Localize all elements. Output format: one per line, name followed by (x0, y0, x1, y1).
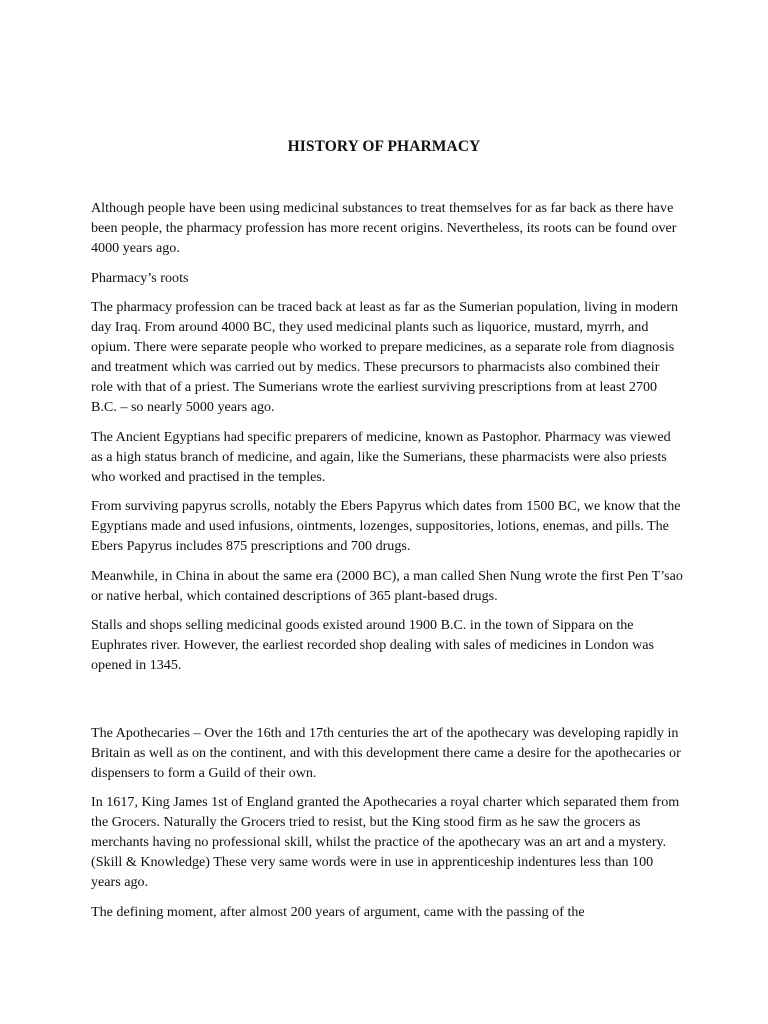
body-paragraph: From surviving papyrus scrolls, notably the Ebers Papyrus which dates from 1500 BC, we know that the Egyptians made and used infusions, ointments, lozenges, suppositories, lotions, enemas, and pills. The Ebers Papyrus includes 875 prescriptions and 700 drugs. (91, 498, 681, 554)
body-paragraph: The defining moment, after almost 200 years of argument, came with the passing of the (91, 903, 585, 920)
document-title: HISTORY OF PHARMACY (287, 138, 481, 155)
body-paragraph: The pharmacy profession can be traced back at least as far as the Sumerian population, living in modern day Iraq. From around 4000 BC, they used medicinal plants such as liquorice, mustard, myrrh, and opium. There were separate people who worked to prepare medicines, as a separate role from diagnosis and treatment which was carried out by medics. These precursors to pharmacists also combined their role with that of a priest. The Sumerians wrote the earliest surviving prescriptions from at least 2700 B.C. – so nearly 5000 years ago. (91, 299, 679, 415)
body-paragraph: The Ancient Egyptians had specific preparers of medicine, known as Pastophor. Pharmacy was viewed as a high status branch of medicine, and again, like the Sumerians, these pharmacists were also priests who worked and practised in the temples. (91, 428, 671, 485)
paragraph-gap (91, 685, 683, 723)
body-paragraph: The Apothecaries – Over the 16th and 17th centuries the art of the apothecary was developing rapidly in Britain as well as on the continent, and with this development there came a desire for the apothecaries or dispensers to form a Guild of their own. (91, 724, 681, 781)
section-subheading: Pharmacy’s roots (91, 269, 189, 286)
body-paragraph: Meanwhile, in China in about the same era (2000 BC), a man called Shen Nung wrote the first Pen T’sao or native herbal, which contained descriptions of 365 plant-based drugs. (91, 567, 683, 604)
body-paragraph: In 1617, King James 1st of England granted the Apothecaries a royal charter which separated them from the Grocers. Naturally the Grocers tried to resist, but the King stood firm as he saw the grocers as merchants having no professional skill, whilst the practice of the apothecary was an art and a mystery. (Skill & Knowledge) These very same words were in use in apprenticeship indentures less than 100 years ago. (91, 794, 680, 890)
document-body (91, 198, 683, 931)
body-paragraph: Stalls and shops selling medicinal goods existed around 1900 B.C. in the town of Sippara on the Euphrates river. However, the earliest recorded shop dealing with sales of medicines in London was opened in 1345. (91, 617, 655, 673)
intro-paragraph: Although people have been using medicinal substances to treat themselves for as far back as there have been people, the pharmacy profession has more recent origins. Nevertheless, its roots can be found over 4000 years ago. (91, 200, 677, 256)
